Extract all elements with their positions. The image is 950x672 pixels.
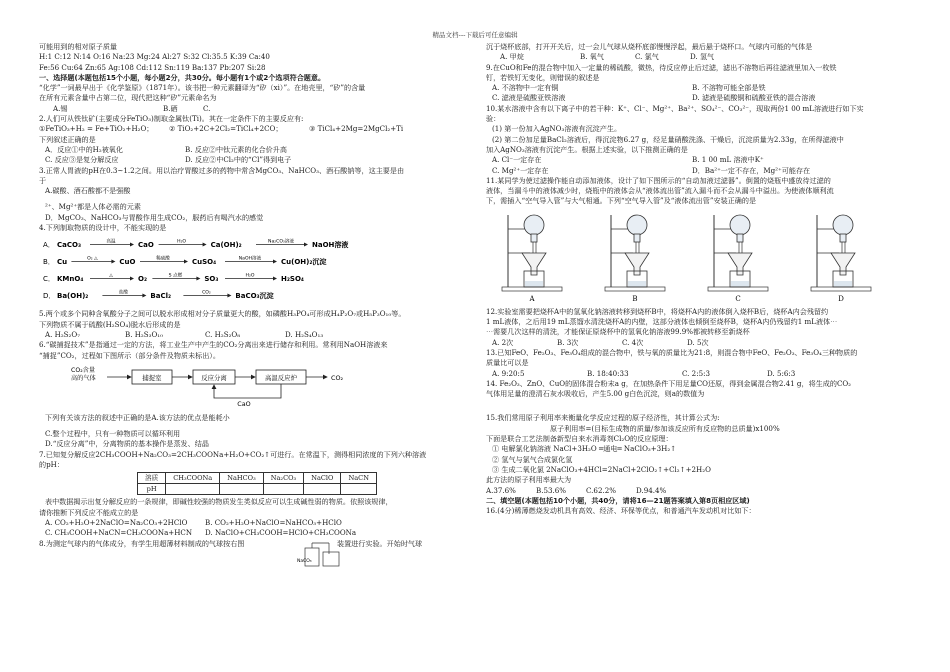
q15-option-d: D.94.4% [636,485,667,495]
q4-chain-species: H₂SO₄ [281,275,304,284]
q12-stem-1: 12.实验室需要把烧杯A中的氢氧化钠溶液转移到烧杯B中，将烧杯A内的液体倒入烧杯B后，烧杯A内会残留约 [486,306,829,316]
q15-option-a: A.37.6% [486,485,516,495]
q11-apparatus-b [605,215,665,303]
q7-option-a: A. CO₂+H₂O+2NaClO=Na₂CO₃+2HClO [45,517,188,527]
q8-figure-label: NaCO₃ [297,558,312,564]
q7-ph-table [137,472,377,495]
q11-flask [627,215,647,235]
q4-chain-label: D． [43,292,56,301]
q4-chain-arrowhead [130,277,134,281]
q3-option-a: A.碳酸、酒石酸都不是强酸 [45,186,131,196]
q4-chain-arrowhead [196,277,200,281]
q12-option-b: B. 3次 [557,337,579,347]
q14-stem-1: 14. Fe₂O₃、ZnO、CuO的固体混合粉末a g，在加热条件下用足量CO还原，得到金属混合物2.41 g，将生成的CO₂ [486,378,852,388]
q4-chain-condition: H₂O [245,273,255,279]
q4-chain-label: C． [43,275,55,284]
atomic-mass-line-1: H:1 C:12 N:14 O:16 Na:23 Mg:24 Al:27 S:32 Cl:35.5 K:39 Ca:40 [39,52,270,62]
q10-stem-2: 验： [486,114,501,124]
q10-options-ab [486,155,916,165]
q11-stem-1: 11.某同学为使过滤操作能自动添加液体，设计了如下图所示的“自动加液过滤器”。倒置的烧瓶中盛放待过滤的 [486,175,831,185]
q4-chain-arrowhead [130,243,134,247]
q1-option-a: A.锡 [53,103,68,113]
q11-flask [833,215,853,235]
q4-chain-species: BaCl₂ [150,292,172,301]
right-column [486,42,916,667]
q9-option-a: A. 不溶物中一定有铜 [492,83,559,93]
q2-option-b: B. 反应②中钛元素的化合价升高 [185,144,287,154]
q11-filter-apparatus-figure [492,209,912,305]
q13-option-b: B. 18:40:33 [587,368,629,378]
q12-options [486,338,916,348]
q5-option-b: B. H₂S₃O₁₀ [125,329,163,339]
q9-option-c: C. 滤液是硫酸亚铁溶液 [492,93,566,103]
q9-options-cd [486,93,916,103]
q7-stem-3: 表中数据揭示出复分解反应的一条规律，即碱性较强的物质发生类似反应可以生成碱性弱的物质。依照该规律， [45,497,393,507]
q2-option-d: D. 反应②中Cl₂中的“Cl”得到电子 [185,155,292,165]
q9-stem-1: 9.在CuO和Fe的混合物中加入一定量的稀硫酸，微热，待反应停止后过滤，滤出不溶物后再往滤液里加入一枚铁 [486,62,837,72]
flow-inlet-label-1: CO₂含量 [71,366,96,374]
q4-chain-condition: O₂ △ [87,256,98,262]
q10-options-cd [486,166,916,176]
table-row [138,484,377,495]
q10-step-1: (1) 第一份加入AgNO₃溶液有沉淀产生。 [492,124,622,134]
q4-chain-species: O₂ [138,275,148,284]
q2-option-c: C. 反应③是复分解反应 [45,155,119,165]
q11-stem-2: 液体，当漏斗中的液体减少时，烧瓶中的液体会从“液体流出管”流入漏斗而不会从漏斗中溢出。为使液体顺利流 [486,186,834,196]
q4-chain-species: Ca(OH)₂ [210,241,242,250]
q8-stem-3: 沉于烧杯底部，打开开关后，过一会儿气球从烧杯底部慢慢浮起，最后悬于烧杯口。气球内可能的气体是 [486,42,813,51]
table-header-cell: NaClO [304,473,341,484]
q15-stem-1: 15.我们常用原子利用率来衡量化学反应过程的原子经济性，其计算公式为: [486,413,720,423]
q5-stem-1: 5.两个或多个同种含氧酸分子之间可以脱水形成相对分子质量更大的酸，如磷酸H₃PO₄可形成H₄P₂O₇或H₅P₃O₁₀等。 [39,309,406,319]
q8-stem-2: 装置进行实验。开始时气球 [337,538,423,548]
q11-option-label: D [838,294,844,303]
q13-options [486,369,916,379]
q15-options [486,486,916,496]
q5-option-c: C. H₂S₂O₈ [205,329,241,339]
q4-chain-condition: NaOH溶液 [238,256,262,262]
q12-option-d: D. 5次 [687,337,709,347]
q7-option-d: D. NaClO+CH₃COOH=HClO+CH₃COONa [205,528,357,538]
q4-chain-species: CaCO₃ [57,241,82,250]
q4-chain-condition: 稀硫酸 [156,256,170,262]
table-cell [263,484,303,495]
q4-chain-label: B． [43,258,55,267]
q6-option-d: D.“反应分离”中，分离物质的基本操作是蒸发、结晶 [45,439,209,449]
table-header-cell: CH₃COONa [166,473,220,484]
q6-stem-2: “捕捉”CO₂，过程如下图所示（部分条件及物质未标出）。 [39,350,220,360]
q7-options-cd [39,528,473,538]
q4-chain-condition: △ [109,273,113,279]
q10-option-c: C. Mg²⁺一定存在 [492,165,549,175]
q8-stem [39,538,473,564]
q15-reaction-1: ① 电解氯化钠溶液 NaCl+3H₂O ═通电═ NaClO₃+3H₂↑ [492,444,677,454]
section-2-heading: 二、填空题(本题包括10个小题，共40分，请将16—21题答案填入第8页相应区域) [486,495,750,505]
q9-options-ab [486,83,916,93]
left-column [39,42,473,667]
q7-stem-4: 请你推断下列反应不能成立的是 [39,507,139,517]
q4-chain-species: CuO [119,258,136,267]
q4-chain-arrowhead [203,243,207,247]
q5-options [39,330,473,340]
page-header: 精品文档---下载后可任意编辑 [432,31,518,39]
q13-stem-1: 13.已知FeO、Fe₂O₃、Fe₃O₄组成的混合物中，铁与氧的质量比为21:8，则混合物中FeO、Fe₂O₃、Fe₃O₄三种物质的 [486,347,858,357]
q5-option-a: A. H₂S₂O₇ [45,329,81,339]
q7-option-b: B. CO₂+H₂O+NaClO=NaHCO₃+HClO [205,517,342,527]
q5-stem-2: 下列物质不属于硫酸(H₂SO₄)脱水后形成的是 [39,319,181,329]
q13-option-c: C. 2:5:3 [682,368,711,378]
q4-chain-arrowhead [273,260,277,264]
q4-chain-arrowhead [304,243,308,247]
q11-funnel [522,253,546,275]
q4-chain-species: KMnO₄ [57,275,84,284]
q4-chain-condition: 盐酸 [118,290,129,296]
q8-option-b: B. 氧气 [580,52,604,62]
q5-option-d: D. H₂S₄O₁₃ [285,329,324,339]
table-cell: pH [138,484,166,495]
q7-stem-1: 7.已知复分解反应2CH₃COOH+Na₂CO₃=2CH₃COONa+H₂O+CO₂↑可进行。在常温下，测得相同浓度的下列六种溶液 [39,449,427,459]
q11-apparatus-a [502,215,562,303]
q15-stem-3: 此方法的原子利用率最大为 [486,475,572,485]
q11-stem-3: 下，需插入“空气导入管”与大气相通。下列“空气导入管”及“液体流出管”安装正确的是 [486,196,757,206]
q6-option-a: 下列有关该方法的叙述中正确的是A.该方法的优点是能耗小 [45,412,230,422]
section-1-heading: 一、选择题(本题包括15个小题，每小题2分，共30分。每小题有1个或2个选项符合题意。 [39,72,326,82]
table-row [138,473,377,484]
q3-stem-1: 3.正常人胃液的pH在0.3~1.2之间。用以治疗胃酸过多的药物中常含MgCO₃、NaHCO₃、酒石酸钠等，这主要是由 [39,165,405,175]
q4-chain-species: NaOH溶液 [312,241,349,250]
q2-options-ab [39,145,473,155]
q12-option-c: C. 4次 [622,337,644,347]
flow-output-label: CO₂ [331,373,344,382]
q4-chain-condition: Na₂CO₃溶液 [268,239,294,245]
q2-reaction-2: ② TiO₂+2C+2Cl₂=TiCl₄+2CO； [169,124,283,134]
q15-formula: 原子利用率=(目标生成物的质量/参加该反应所有反应物的总质量)x100% [550,423,780,433]
q4-chain-condition: CO₂ [202,290,211,296]
q3-option-d: D．MgCO₃、NaHCO₃与胃酸作用生成CO₂，服药后有喝汽水的感觉 [45,212,264,222]
q1-options [39,104,473,114]
flow-box-separation-label: 反应分离 [201,373,227,382]
q2-reactions [39,124,473,134]
q13-stem-2: 质量比可以是 [486,358,529,368]
q4-reaction-chains [43,235,349,307]
atomic-mass-title: 可能用到的相对原子质量 [39,42,118,51]
q4-chain-species: Cu [57,258,68,267]
q14-stem-2: 气体用足量的澄清石灰水吸收后，产生5.00 g白色沉淀，则a的数值为 [486,389,705,399]
q11-funnel [728,253,752,275]
flow-box-capture-label: 捕捉室 [142,373,162,382]
q11-flask [730,215,750,235]
q4-chain-species: CuSO₄ [192,258,217,267]
q4-chain-label: A． [43,241,55,250]
q10-step-2: (2) 第二份加足量BaCl₂溶液后，得沉淀物6.27 g，经足量硝酸洗涤、干燥后，沉淀质量为2.33g，在所得滤液中 [492,134,844,144]
q8-beaker [323,552,339,566]
q4-chain-arrowhead [184,260,188,264]
q8-options [486,52,916,62]
q8-option-a: A. 甲烷 [500,52,524,62]
q11-option-label: C [735,294,741,303]
table-cell [304,484,341,495]
table-cell [341,484,377,495]
q10-stem-1: 10.某水溶液中含有以下离子中的若干种：K⁺、Cl⁻、Mg²⁺、Ba²⁺、SO₄²⁻、CO₃²⁻，现取两份1 00 mL溶液进行如下实 [486,103,864,113]
q12-option-a: A. 2次 [492,337,514,347]
q3-stem-2: 于 [39,175,47,185]
q10-stem-3: 加入AgNO₃溶液有沉淀产生。根据上述实验，以下推测正确的是 [486,144,688,154]
q13-option-d: D. 5:6:3 [767,368,796,378]
flow-inlet-label-2: 高的气体 [71,374,96,382]
q6-option-c: C.整个过程中，只有一种物质可以循环利用 [45,429,181,439]
q10-option-d: D．Ba²⁺一定不存在，Mg²⁺可能存在 [692,165,811,175]
q7-option-c: C. CH₃COOH+NaCN=CH₃COONa+HCN [45,528,193,538]
q4-chain-species: SO₃ [204,275,219,284]
q2-reaction-1: ①FeTiO₃+H₂ = Fe+TiO₂+H₂O； [39,124,154,134]
q8-option-c: C. 氯气 [635,52,659,62]
table-header-cell: Na₂CO₃ [263,473,303,484]
q10-option-a: A. Cl⁻一定存在 [492,155,542,165]
q11-option-label: A [529,294,535,303]
q4-chain-arrowhead [273,277,277,281]
q15-stem-2: 下面是联合工艺法制备新型自来水消毒剂Cl₂O的反应原理： [486,434,673,444]
flow-cao-label: CaO [237,399,251,408]
q4-chain-condition: H₂O [177,239,187,245]
q15-reaction-3: ③ 生成二氧化氯 2NaClO₃+4HCl=2NaCl+2ClO₂↑+Cl₂↑+2H₂O [492,464,711,474]
q4-chain-species: BaCO₃沉淀 [235,292,274,301]
q12-stem-2: 1 mL液体，之后用19 mL蒸馏水清洗烧杯A的内壁，这部分液体也倾倒至烧杯B，烧杯A内仍残留约1 mL液体⋯ [486,317,838,327]
q2-reaction-3: ③ TiCl₄+2Mg=2MgCl₂+Ti [309,124,404,134]
q4-chain-species: CaO [138,241,154,250]
q15-option-b: B.53.6% [536,485,567,495]
q8-option-d: D. 氢气 [690,52,715,62]
q4-chain-condition: S 点燃 [168,273,183,279]
table-cell [220,484,264,495]
q4-stem: 4.下列制取物质的设计中，不能实现的是 [39,223,167,233]
q11-funnel [831,253,855,275]
q4-chain-arrowhead [227,294,231,298]
q11-apparatus-d [811,215,871,303]
q1-stem-1: “化学”一词最早出于《化学鉴原》（1871年）。该书把一种元素翻译为“矽（xi）”。在地壳里，“矽”的含量 [39,83,366,93]
q4-chain-species: Ba(OH)₂ [57,292,89,301]
q2-question: 下列叙述正确的是 [39,134,96,144]
q4-chain-arrowhead [111,260,115,264]
q9-stem-2: 钉，若铁钉无变化，则错误的叙述是 [486,72,600,82]
q9-option-b: B. 不溶物可能全部是铁 [692,83,766,93]
q15-option-c: C.62.2% [586,485,616,495]
q11-funnel [625,253,649,275]
q2-option-a: A．反应①中的H₂被氧化 [45,144,123,154]
q15-reaction-2: ② 氢气与氯气合成氯化氢 [492,454,573,464]
q11-option-label: B [632,294,638,303]
q3-option-c: ²⁺、Mg²⁺都是人体必需的元素 [45,202,141,212]
q7-options-ab [39,518,473,528]
q13-option-a: A. 9:20:5 [492,368,525,378]
table-cell [166,484,220,495]
q8-apparatus-figure [297,540,343,570]
q2-options-cd [39,155,473,165]
atomic-mass-line-2: Fe:56 Cu:64 Zn:65 Ag:108 Cd:112 Sn:119 Ba:137 Pb:207 Si:28 [39,62,266,72]
q9-option-d: D. 滤液是硫酸铜和硫酸亚铁的混合溶液 [692,93,816,103]
q1-option-c: C. [203,103,211,113]
table-header-cell: NaCN [341,473,377,484]
q4-chain-condition: 高温 [106,239,116,245]
flow-box-furnace-label: 高温反应炉 [265,373,297,382]
q16-stem: 16.(4分)稀薄燃烧发动机具有高效、经济、环保等优点，和普通汽车发动机对比如下： [486,506,756,516]
q11-apparatus-c [708,215,768,303]
q1-option-b: B.硒 [163,103,178,113]
table-header-cell: 溶质 [138,473,166,484]
q4-chain-species: Cu(OH)₂沉淀 [281,258,327,267]
q6-stem-1: 6.“碳捕捉技术”是指通过一定的方法，将工业生产中产生的CO₂分离出来进行储存和利用。常利用NaOH溶液来 [39,340,388,350]
q4-chain-arrowhead [142,294,146,298]
q2-stem: 2.人们可从铁钛矿(主要成分FeTiO₃)制取金属钛(Ti)。其在一定条件下的主要反应有: [39,114,304,124]
q6-flow-diagram [69,362,369,412]
q7-stem-2: 的pH： [39,460,64,470]
table-header-cell: NaHCO₃ [220,473,264,484]
q11-flask [524,215,544,235]
q8-stem-1: 8.为测定气球内的气体成分，有学生用超薄材料制成的气球按右图 [39,538,245,548]
q10-option-b: B. 1 00 mL 溶液中K⁺ [692,155,764,165]
q12-stem-3: ⋯需要几次这样的清洗，才能保证原烧杯中的氢氧化钠溶液99.9%都被转移至新烧杯 [486,327,750,337]
q1-stem-2: 在所有元素含量中占第二位，现代把这种“矽”元素命名为 [39,93,217,103]
